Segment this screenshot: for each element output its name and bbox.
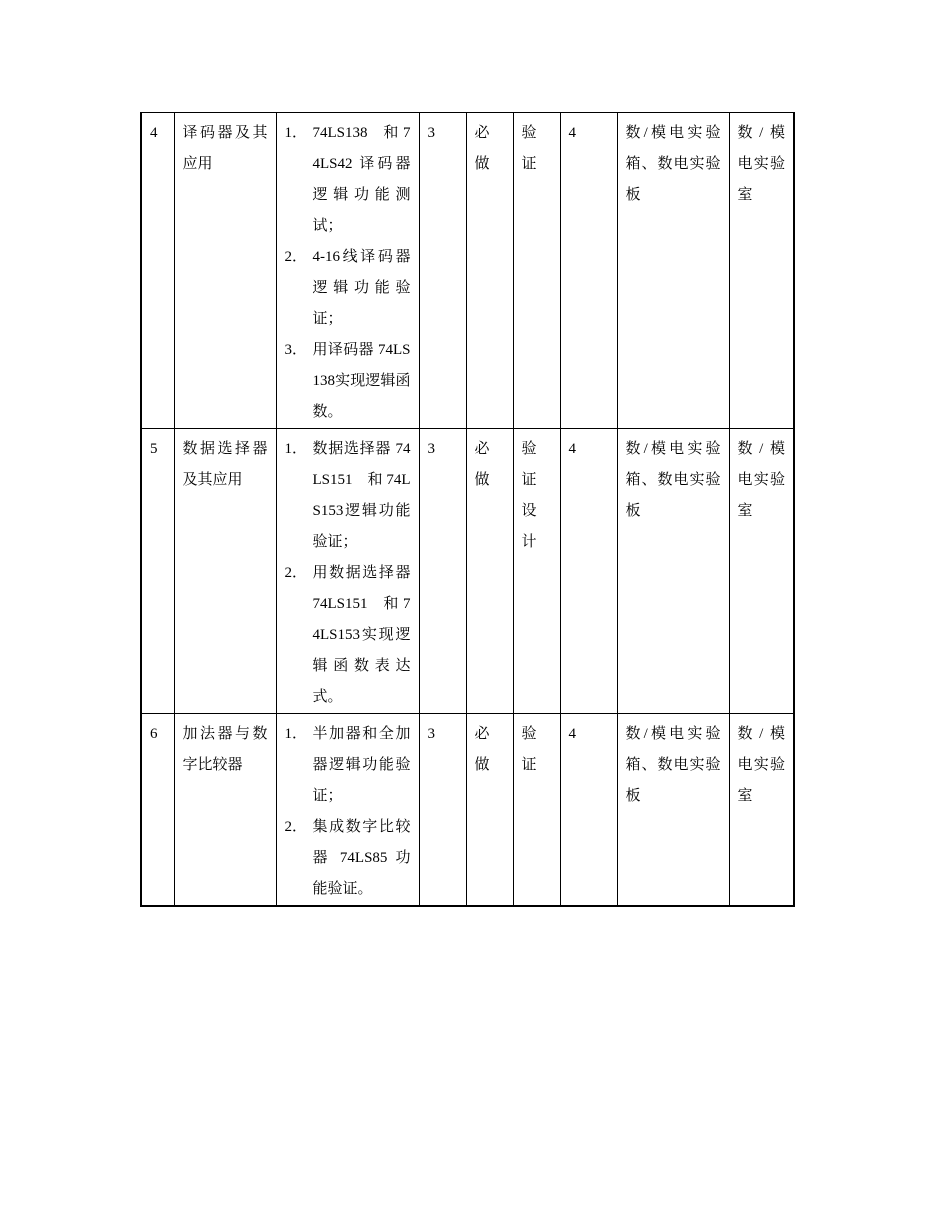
item-number: 1． (284, 726, 308, 742)
experiment-type (513, 113, 560, 429)
content-list (285, 118, 411, 428)
experiment-requirement (466, 429, 513, 714)
list-item (285, 335, 411, 428)
content-list (285, 719, 411, 905)
item-number: 1． (284, 441, 308, 457)
list-item (285, 812, 411, 905)
group-size: 4 (560, 429, 617, 714)
list-item (285, 118, 411, 242)
item-text: 用数据选择器 74LS151 和 74LS153实现逻辑函数表达式。 (312, 565, 411, 705)
table-row (141, 714, 794, 907)
item-text: 用译码器 74LS138实现逻辑函数。 (312, 342, 411, 420)
item-text: 74LS138 和 74LS42 译码器逻辑功能测试； (312, 125, 411, 234)
experiment-type (513, 714, 560, 907)
item-text: 4-16线译码器逻辑功能验证； (312, 249, 411, 327)
experiment-name: 数据选择器及其应用 (174, 429, 276, 714)
experiment-content (276, 714, 419, 907)
item-number: 2． (284, 819, 308, 835)
experiment-hours: 3 (419, 714, 466, 907)
lab-room: 数/模电实验室 (729, 714, 794, 907)
item-text: 集成数字比较器 74LS85 功能验证。 (312, 819, 411, 897)
equipment: 数/模电实验箱、数电实验板 (617, 113, 729, 429)
type-char: 设 (521, 503, 537, 519)
type-char: 证 (521, 472, 537, 488)
item-text: 半加器和全加器逻辑功能验证； (312, 726, 411, 804)
type-char: 验 (521, 125, 537, 141)
experiment-type (513, 429, 560, 714)
list-item (285, 434, 411, 558)
experiment-number: 6 (141, 714, 174, 907)
type-char: 验 (521, 726, 537, 742)
experiment-name: 译码器及其应用 (174, 113, 276, 429)
group-size: 4 (560, 113, 617, 429)
experiment-requirement (466, 113, 513, 429)
type-char: 计 (521, 534, 537, 550)
requirement-char: 必 (474, 125, 490, 141)
item-number: 2． (284, 565, 308, 581)
type-char: 证 (521, 757, 537, 773)
content-list (285, 434, 411, 713)
table-row (141, 429, 794, 714)
requirement-char: 做 (474, 156, 490, 172)
requirement-char: 做 (474, 757, 490, 773)
item-text: 数据选择器 74LS151 和 74LS153逻辑功能验证； (312, 441, 411, 550)
experiment-hours: 3 (419, 429, 466, 714)
experiment-table (140, 112, 795, 907)
requirement-char: 必 (474, 441, 490, 457)
experiment-content (276, 113, 419, 429)
experiment-name: 加法器与数字比较器 (174, 714, 276, 907)
list-item (285, 558, 411, 713)
experiment-hours: 3 (419, 113, 466, 429)
table-row (141, 113, 794, 429)
equipment: 数/模电实验箱、数电实验板 (617, 429, 729, 714)
experiment-number: 5 (141, 429, 174, 714)
item-number: 1． (284, 125, 308, 141)
item-number: 2． (284, 249, 308, 265)
lab-room: 数/模电实验室 (729, 113, 794, 429)
equipment: 数/模电实验箱、数电实验板 (617, 714, 729, 907)
item-number: 3． (284, 342, 308, 358)
experiment-content (276, 429, 419, 714)
experiment-requirement (466, 714, 513, 907)
type-char: 验 (521, 441, 537, 457)
requirement-char: 必 (474, 726, 490, 742)
list-item (285, 719, 411, 812)
requirement-char: 做 (474, 472, 490, 488)
lab-room: 数/模电实验室 (729, 429, 794, 714)
experiment-number: 4 (141, 113, 174, 429)
type-char: 证 (521, 156, 537, 172)
list-item (285, 242, 411, 335)
group-size: 4 (560, 714, 617, 907)
